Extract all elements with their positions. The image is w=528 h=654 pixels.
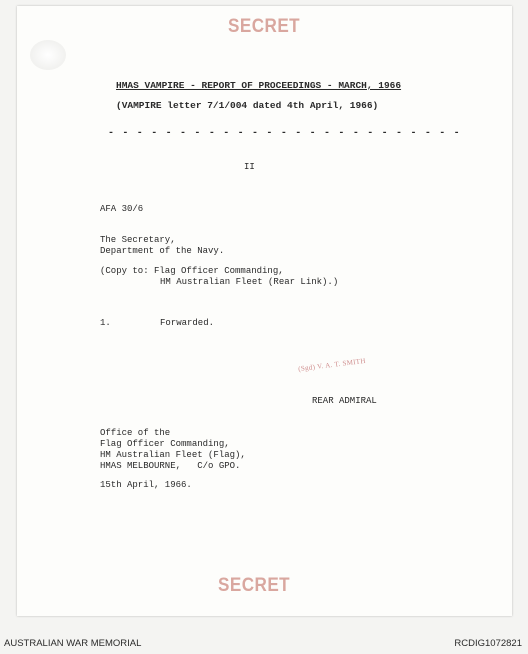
paragraph-text: Forwarded. — [160, 318, 215, 328]
report-subtitle: (VAMPIRE letter 7/1/004 dated 4th April, 1966) — [116, 100, 379, 111]
signature-stamp: (Sgd) V. A. T. SMITH — [297, 356, 367, 374]
security-stamp-bottom: SECRET — [218, 575, 291, 596]
addressee-line: Department of the Navy. — [100, 246, 225, 256]
office-line: Office of the — [100, 428, 171, 438]
footer-record-id: RCDIG1072821 — [454, 638, 522, 649]
office-line: HM Australian Fleet (Flag), — [100, 450, 246, 460]
office-line: Flag Officer Commanding, — [100, 439, 230, 449]
document-page — [17, 6, 512, 616]
report-title: HMAS VAMPIRE - REPORT OF PROCEEDINGS - MARCH, 1966 — [116, 80, 402, 91]
copy-to-line: HM Australian Fleet (Rear Link).) — [160, 277, 339, 287]
divider-line: - - - - - - - - - - - - - - - - - - - - - - - - - — [108, 128, 461, 139]
punch-hole — [30, 40, 66, 70]
office-line: HMAS MELBOURNE, C/o GPO. — [100, 461, 241, 471]
copy-to-line: (Copy to: Flag Officer Commanding, — [100, 266, 284, 276]
document-date: 15th April, 1966. — [100, 480, 192, 490]
footer-institution: AUSTRALIAN WAR MEMORIAL — [4, 638, 142, 649]
signatory-rank: REAR ADMIRAL — [312, 396, 377, 406]
section-number: II — [244, 162, 255, 172]
file-reference: AFA 30/6 — [100, 204, 144, 214]
addressee-line: The Secretary, — [100, 235, 176, 245]
security-stamp-top: SECRET — [228, 16, 301, 37]
paragraph-number: 1. — [100, 318, 111, 328]
